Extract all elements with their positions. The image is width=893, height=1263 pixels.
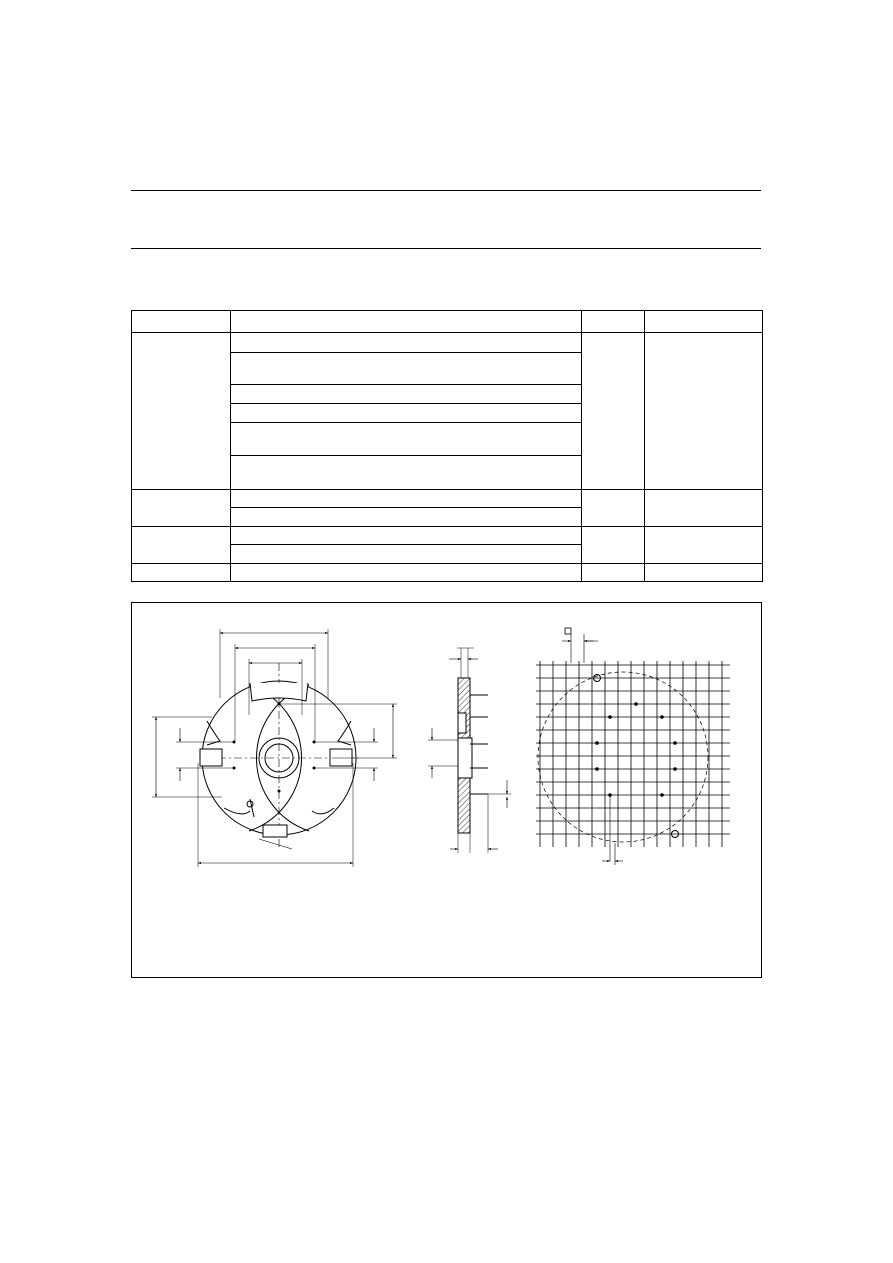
- spec-table: [131, 310, 763, 582]
- table-cell: [231, 456, 582, 490]
- square-symbol: [565, 628, 571, 634]
- group-unit-cell: [645, 527, 763, 564]
- bottom-notch: [263, 825, 287, 837]
- group-label-cell: [132, 333, 231, 490]
- group-label-cell: [132, 564, 231, 582]
- table-header-cell: [231, 311, 582, 333]
- table-cell: [231, 508, 582, 527]
- table-cell: [231, 333, 582, 353]
- group-value-cell: [582, 527, 645, 564]
- table-cell: [231, 385, 582, 404]
- group-value-cell: [582, 333, 645, 490]
- group-unit-cell: [645, 564, 763, 582]
- table-header-row: [132, 311, 763, 333]
- pattern-circle: [538, 672, 708, 842]
- table-cell: [231, 490, 582, 508]
- pcb-hole-grid: [536, 628, 730, 865]
- group-unit-cell: [645, 490, 763, 527]
- table-row: [132, 527, 763, 545]
- group-label-cell: [132, 527, 231, 564]
- header-top-rule: [131, 190, 761, 191]
- hole-points: [595, 702, 677, 797]
- group-unit-cell: [645, 333, 763, 490]
- figure-panel: [131, 602, 762, 978]
- table-header-cell: [132, 311, 231, 333]
- table-header-cell: [645, 311, 763, 333]
- group-value-cell: [582, 564, 645, 582]
- table-cell: [231, 423, 582, 456]
- group-label-cell: [132, 490, 231, 527]
- side-section-drawing: [428, 648, 511, 853]
- table-header-cell: [582, 311, 645, 333]
- header-bottom-rule: [131, 248, 761, 249]
- group-value-cell: [582, 490, 645, 527]
- left-slot: [200, 749, 222, 766]
- technical-drawings: [132, 603, 761, 977]
- table-cell: [231, 353, 582, 385]
- table-cell: [231, 404, 582, 423]
- table-row: [132, 490, 763, 508]
- table-row: [132, 333, 763, 353]
- top-view-drawing: [152, 629, 397, 867]
- table-cell: [231, 527, 582, 545]
- right-slot: [330, 749, 352, 766]
- table-row: [132, 564, 763, 582]
- table-cell: [231, 564, 582, 582]
- table-cell: [231, 545, 582, 564]
